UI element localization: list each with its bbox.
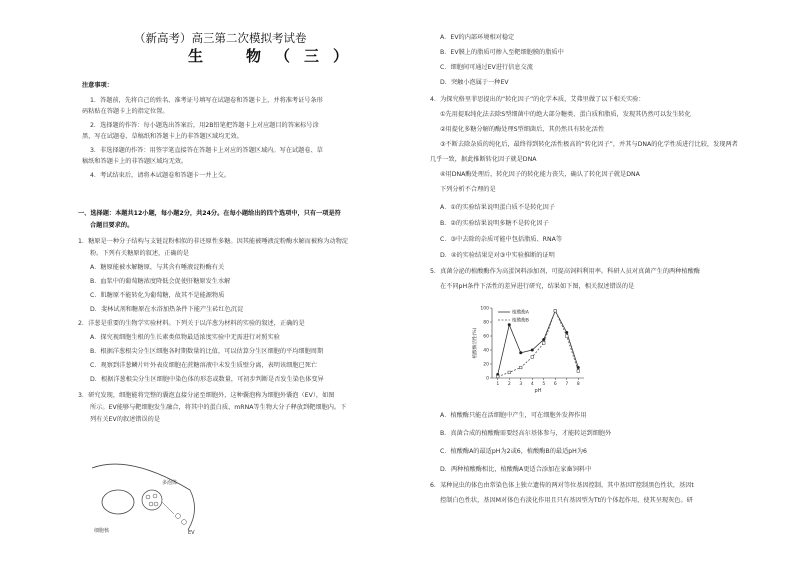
- q3-stem: 所示。EV能够与靶细胞发生融合，将其中的蛋白质、mRNA等生物大分子释放到靶细胞内。下: [90, 404, 347, 411]
- data-point-b: [542, 342, 545, 345]
- multivesicular-body: [142, 490, 162, 510]
- q3-option-b: B．EV膜上的脂质可掺入至靶细胞膜的脂质中: [440, 49, 564, 56]
- q1-option-a: A．糖原能被水解糖原，与其含有唾液淀粉酶有关: [90, 264, 225, 271]
- data-point-b: [577, 370, 580, 373]
- ev-cell-figure: [90, 460, 200, 542]
- q4-stem: 几乎一致，据此推断转化因子就是DNA: [430, 156, 537, 163]
- q5-option-b: B．真菌合成的植酸酶需要经高尔基体参与，才能转运到细胞外: [440, 430, 612, 437]
- q3-stem: 列有关EV的叙述错误的是: [90, 416, 161, 423]
- data-point-a: [519, 351, 522, 354]
- y-tick-label: 60: [483, 334, 489, 340]
- q1-stem: 1．糖原是一种分子结构与支链淀粉相似的非还原性多糖。因其能被唾液淀粉酶水解而被称为动物淀: [78, 238, 348, 245]
- q4-option-d: D．④的实验结果是对③中实验推断的证明: [440, 252, 555, 259]
- data-point-a: [508, 323, 511, 326]
- q1-stem: 粉。下列有关糖原的叙述，正确的是: [90, 250, 189, 257]
- nucleus-shape: [102, 490, 134, 514]
- data-point-a: [565, 331, 568, 334]
- label-mvb: 多泡体: [162, 480, 178, 486]
- note-line: 2．选择题的作答：每小题选出答案后，用2B铅笔把答题卡上对应题目的答案标号涂: [90, 122, 319, 129]
- notes-heading: 注意事项：: [82, 82, 113, 89]
- series-line-b: [498, 311, 579, 377]
- label-ev: EV: [188, 530, 195, 536]
- q3-option-a: A．EV的内部环境相对稳定: [440, 34, 515, 41]
- y-tick-label: 20: [483, 362, 489, 368]
- q5-option-a: A．植酸酶只能在活细胞中产生，可在细胞外发挥作用: [440, 412, 587, 419]
- q2-option-d: D．根据洋葱根尖分生区细胞中染色体的形态或数量，可初步判断是否发生染色体变异: [90, 376, 324, 383]
- note-line: 1．答题前，先将自己的姓名、准考证号填写在试题卷和答题卡上，并将准考证号条形: [90, 97, 323, 104]
- x-tick-label: 3: [519, 382, 523, 387]
- q6-stem: 控制白色性状，基因M对体色有淡化作用且只有基因型为Tt的个体起作用，使其呈现灰色。研: [440, 497, 693, 504]
- y-tick-label: 80: [483, 320, 489, 326]
- phytase-activity-chart: [470, 302, 590, 394]
- vesicle: [154, 502, 158, 506]
- vesicle: [153, 494, 157, 498]
- exam-title: （新高考）高三第二次模拟考试卷: [134, 31, 307, 45]
- x-tick-label: 2: [507, 382, 511, 387]
- q4-stem: ①先用提取纯化法去除S型细菌中的绝大部分糖类、蛋白质和脂质，发现其仍然可以发生转化: [440, 111, 691, 118]
- data-point-b: [531, 356, 534, 359]
- q4-option-b: B．②的实验结果说明多糖不是转化因子: [440, 220, 549, 227]
- x-tick-label: 1: [496, 382, 500, 387]
- q3-option-c: C．细胞间可通过EV进行信息交流: [440, 64, 533, 71]
- data-point-b: [554, 310, 557, 313]
- x-tick-label: 6: [553, 382, 557, 387]
- note-line: 黑，写在试题卷、草稿纸和答题卡上的非答题区域均无效。: [82, 133, 243, 140]
- q4-option-a: A．①的实验结果说明蛋白质不是转化因子: [440, 204, 555, 211]
- q4-stem: 4．为探究格里菲思提出的“转化因子”的化学本质，艾弗里做了以下相关实验：: [430, 96, 645, 103]
- note-line: 稿纸和答题卡上的非答题区域均无效。: [82, 158, 188, 165]
- q5-stem: 5．真菌分泌的植酸酶作为高蛋饲料添加剂，可提高饲料利用率。科研人员对真菌产生的两种植酸酶: [430, 268, 700, 275]
- q5-option-c: C．植酸酶A的最适pH为2或6，植酸酶B的最适pH为6: [440, 448, 587, 455]
- note-line: 3．非选择题的作答：用签字笔直接答在答题卡上对应的答题区域内。写在试题卷、草: [90, 147, 323, 154]
- y-tick-label: 40: [483, 348, 489, 354]
- data-point-b: [519, 366, 522, 369]
- note-line: 4．考试结束后，请将本试题卷和答题卡一并上交。: [90, 172, 231, 179]
- q2-option-b: B．根据洋葱根尖分生区细胞各时期数量的比值，可以估算分生区细胞的平均细胞周期: [90, 348, 324, 355]
- q3-stem: 3．研究发现，细胞能将完整的囊泡直接分泌至细胞外，这种囊泡称为细胞外囊泡（EV），如图: [78, 392, 335, 399]
- vesicle: [146, 495, 150, 499]
- ev-particle: [176, 514, 181, 519]
- y-tick-label: 100: [480, 306, 489, 312]
- q4-option-c: C．③中去除的杂质可能中包括脂质、RNA等: [440, 236, 563, 243]
- q2-option-a: A．探究视细胞生根的生长素类似物最适浓度实验中无需进行对照实验: [90, 334, 280, 341]
- subject-title: 生 物（三）: [188, 47, 363, 65]
- cell-membrane: [92, 464, 195, 530]
- q1-option-c: C．肌糖原不能转化为葡萄糖，故其不是能源物质: [90, 292, 225, 299]
- q4-stem: ④用DNA酶处理后，转化因子的转化能力丧失，确认了转化因子就是DNA: [440, 171, 640, 178]
- chart-marks: [496, 309, 580, 378]
- q5-stem: 在不同pH条件下活性的差异进行研究，结果如下图，相关叙述错误的是: [440, 283, 635, 290]
- q4-stem: ②用提化多糖分解的酶处理S型细菌后，其仍然具有转化活性: [440, 126, 605, 133]
- note-line: 码粘贴在答题卡上的指定位置。: [82, 108, 169, 115]
- data-point-a: [531, 349, 534, 352]
- x-tick-label: 5: [542, 382, 546, 387]
- section-heading: 一、选择题：本题共12小题，每小题2分，共24分。在每小题给出的四个选项中，只有一项是符: [78, 210, 341, 217]
- ev-particle: [182, 520, 187, 525]
- q6-stem: 6．某种昆虫的体色由常染色体上独立遗传的两对等位基因控制，其中基因T控制黑色性状，基因t: [430, 482, 694, 489]
- legend-label: 植酸酶A: [512, 310, 529, 316]
- x-tick-label: 7: [565, 382, 569, 387]
- x-tick-label: 8: [576, 382, 580, 387]
- x-axis-label: pH: [534, 388, 542, 394]
- y-axis-label: 植酸酶活性(%): [473, 327, 478, 359]
- q3-option-d: D．突触小泡属于一种EV: [440, 79, 509, 86]
- q4-stem: 下列分析不合理的是: [440, 186, 496, 193]
- chart-legend: [498, 309, 530, 324]
- q2-option-c: C．观察到洋葱鳞片叶外表皮细胞在蔗糖溶液中未发生质壁分离，表明该细胞已死亡: [90, 362, 318, 369]
- q5-option-d: D．两种植酸酶相比，植酸酶A更适合添加在家畜饲料中: [440, 466, 592, 473]
- legend-label: 植酸酶B: [512, 318, 529, 324]
- q1-option-d: D．斐林试剂和糖原在水浴加热条件下能产生砖红色沉淀: [90, 306, 244, 313]
- release-arrow: [162, 502, 174, 514]
- section-heading-cont: 合题目要求的。: [90, 222, 134, 229]
- q4-stem: ③不断去除杂质的纯化后，最终得到转化活性极高的“转化因子”，并其与DNA的化学性质进行比较，发现两者: [440, 141, 738, 148]
- q2-stem: 2．洋葱是重要的生物学实验材料。下列关于以洋葱为材料的实验的叙述，正确的是: [78, 320, 305, 327]
- vesicle: [149, 502, 153, 506]
- q1-option-b: B．血浆中的葡萄糖浓度降低会促使肝糖原发生水解: [90, 278, 231, 285]
- data-point-b: [496, 375, 499, 378]
- label-nucleus: 细胞核: [94, 528, 110, 534]
- x-tick-label: 4: [530, 382, 534, 387]
- data-point-b: [508, 371, 511, 374]
- data-point-b: [565, 335, 568, 338]
- y-tick-label: 0: [486, 376, 489, 382]
